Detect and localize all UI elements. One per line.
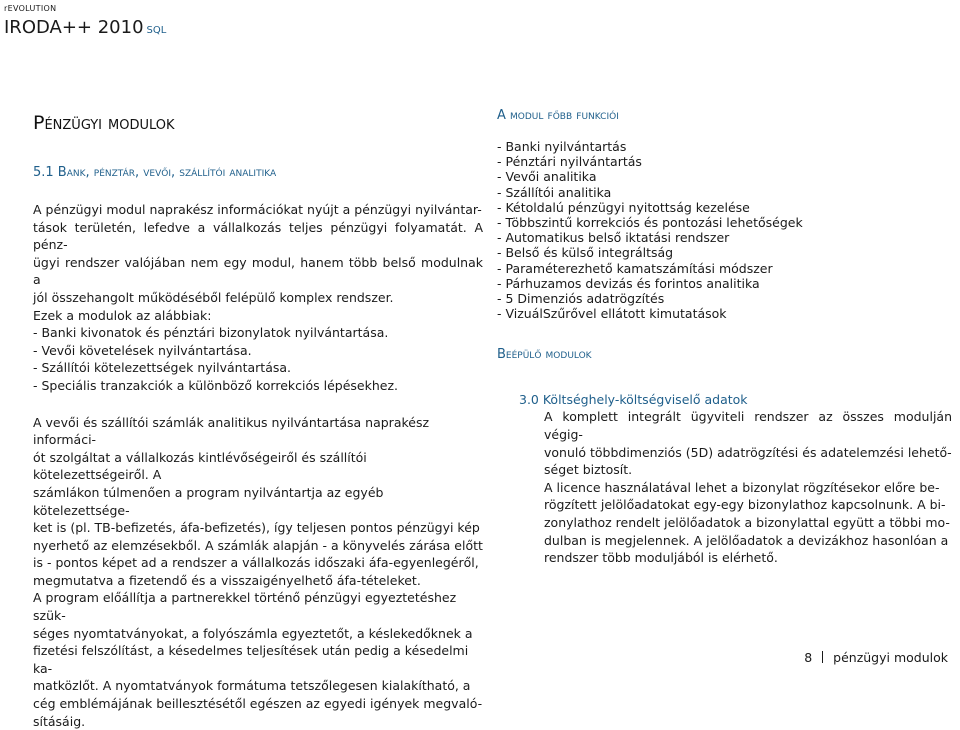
addon-line: séget biztosít. <box>544 462 633 478</box>
left-column <box>33 112 483 730</box>
brand-suffix: SQL <box>146 25 167 36</box>
addons-title: Beépülő modulok <box>497 347 592 363</box>
list-item: - VizuálSzűrővel ellátott kimutatások <box>497 306 727 322</box>
addon-line: vonuló többdimenziós (5D) adatrögzítési és adatelemzési lehető- <box>544 444 952 460</box>
body-line: nyerhető az elemzésekből. A számlák alapján - a könyvelés zárása előtt <box>33 537 483 553</box>
addon-line: A licence használatával lehet a bizonylat rögzítésekor előre be- <box>544 479 940 495</box>
body-line: fizetési felszólítást, a késedelmes teljesítések után pedig a késedelmi ka- <box>33 643 469 676</box>
body-line: A vevői és szállítói számlák analitikus nyilvántartása naprakész informáci- <box>33 414 430 448</box>
list-item: - Pénztári nyilvántartás <box>497 154 642 170</box>
brand-logo <box>4 17 166 38</box>
brand-small: rEVOLUTION <box>4 4 57 13</box>
body-line: sításáig. <box>33 713 86 729</box>
intro-line: Ezek a modulok az alábbiak: <box>33 307 212 323</box>
list-item: - Szállítói analitika <box>497 184 612 200</box>
addon-line: rendszer több moduljából is elérhető. <box>544 550 778 566</box>
footer-separator <box>822 651 823 663</box>
page-title: Pénzügyi modulok <box>33 112 175 134</box>
intro-line: A pénzügyi modul naprakész információkat nyújt a pénzügyi nyilvántar- <box>33 202 482 217</box>
body-line: A program előállítja a partnerekkel történő pénzügyi egyeztetéshez szük- <box>33 590 457 624</box>
body-line: ket is (pl. TB-befizetés, áfa-befizetés), így teljesen pontos pénzügyi kép <box>33 520 480 536</box>
intro-list-item: - Speciális tranzakciók a különböző korrekciós lépésekhez. <box>33 377 398 393</box>
brand-name: IRODA++ 2010 <box>4 17 144 38</box>
list-item: - Többszintű korrekciós és pontozási lehetőségek <box>497 215 803 231</box>
list-item: - Belső és külső integráltság <box>497 245 674 261</box>
features-title: A modul főbb funkciói <box>497 108 619 123</box>
body-line: séges nyomtatványokat, a folyószámla egyeztetőt, a késlekedőknek a <box>33 625 473 641</box>
page-number: 8 <box>804 650 813 665</box>
list-item: - Kétoldalú pénzügyi nyitottság kezelése <box>497 199 750 215</box>
footer-label: pénzügyi modulok <box>833 650 948 665</box>
page-footer <box>804 650 948 665</box>
addon-heading: 3.0 Költséghely-költségviselő adatok <box>519 392 748 408</box>
body-line: számlákon túlmenően a program nyilvántartja az egyéb kötelezettsége- <box>33 484 384 518</box>
intro-line: ügyi rendszer valójában nem egy modul, hanem több belső modulnak a <box>33 254 483 288</box>
list-item: - Paraméterezhető kamatszámítási módszer <box>497 260 773 276</box>
intro-list-item: - Vevői követelések nyilvántartása. <box>33 342 252 358</box>
list-item: - 5 Dimenziós adatrögzítés <box>497 291 665 307</box>
addon-description <box>544 408 952 566</box>
addon-line: zonylathoz rendelt jelölőadatok a bizonylattal együtt a többi mo- <box>544 515 950 530</box>
body-line: ót szolgáltat a vállalkozás kintlévőségeiről és szállítói kötelezettségeiről. A <box>33 449 367 483</box>
body-line: megmutatva a fizetendő és a visszaigényelhető áfa-tételeket. <box>33 572 421 588</box>
body-line: matközlőt. A nyomtatványok formátuma tetszőlegesen kialakítható, a <box>33 678 471 694</box>
section-subtitle: 5.1 Bank, pénztár, vevői, szállítói analitika <box>33 165 277 180</box>
feature-list <box>497 139 952 321</box>
list-item: - Párhuzamos devizás és forintos analitika <box>497 275 760 291</box>
addon-line: dulban is megjelennek. A jelölőadatok a devizákhoz hasonlóan a <box>544 532 949 548</box>
list-item: - Vevői analitika <box>497 169 597 185</box>
list-item: - Banki nyilvántartás <box>497 139 627 154</box>
intro-line: jól összehangolt működéséből felépülő komplex rendszer. <box>33 289 394 305</box>
intro-list-item: - Banki kivonatok és pénztári bizonylatok nyilvántartása. <box>33 325 389 341</box>
addon-line: rögzített jelölőadatokat egy-egy bizonylathoz kapcsolnunk. A bi- <box>544 497 946 513</box>
body-line: cég emblémájának beillesztésétől egészen az egyedi igények megvaló- <box>33 696 483 712</box>
right-column <box>497 108 952 567</box>
list-item: - Automatikus belső iktatási rendszer <box>497 230 730 246</box>
body-line: is - pontos képet ad a rendszer a vállalkozás időszaki áfa-egyenlegéről, <box>33 555 479 571</box>
intro-line: tások területén, lefedve a vállalkozás teljes pénzügyi folyamatát. A pénz- <box>33 219 483 253</box>
intro-list-item: - Szállítói kötelezettségek nyilvántartása. <box>33 360 291 376</box>
addon-line: A komplett integrált ügyviteli rendszer az összes modulján végig- <box>544 409 952 443</box>
